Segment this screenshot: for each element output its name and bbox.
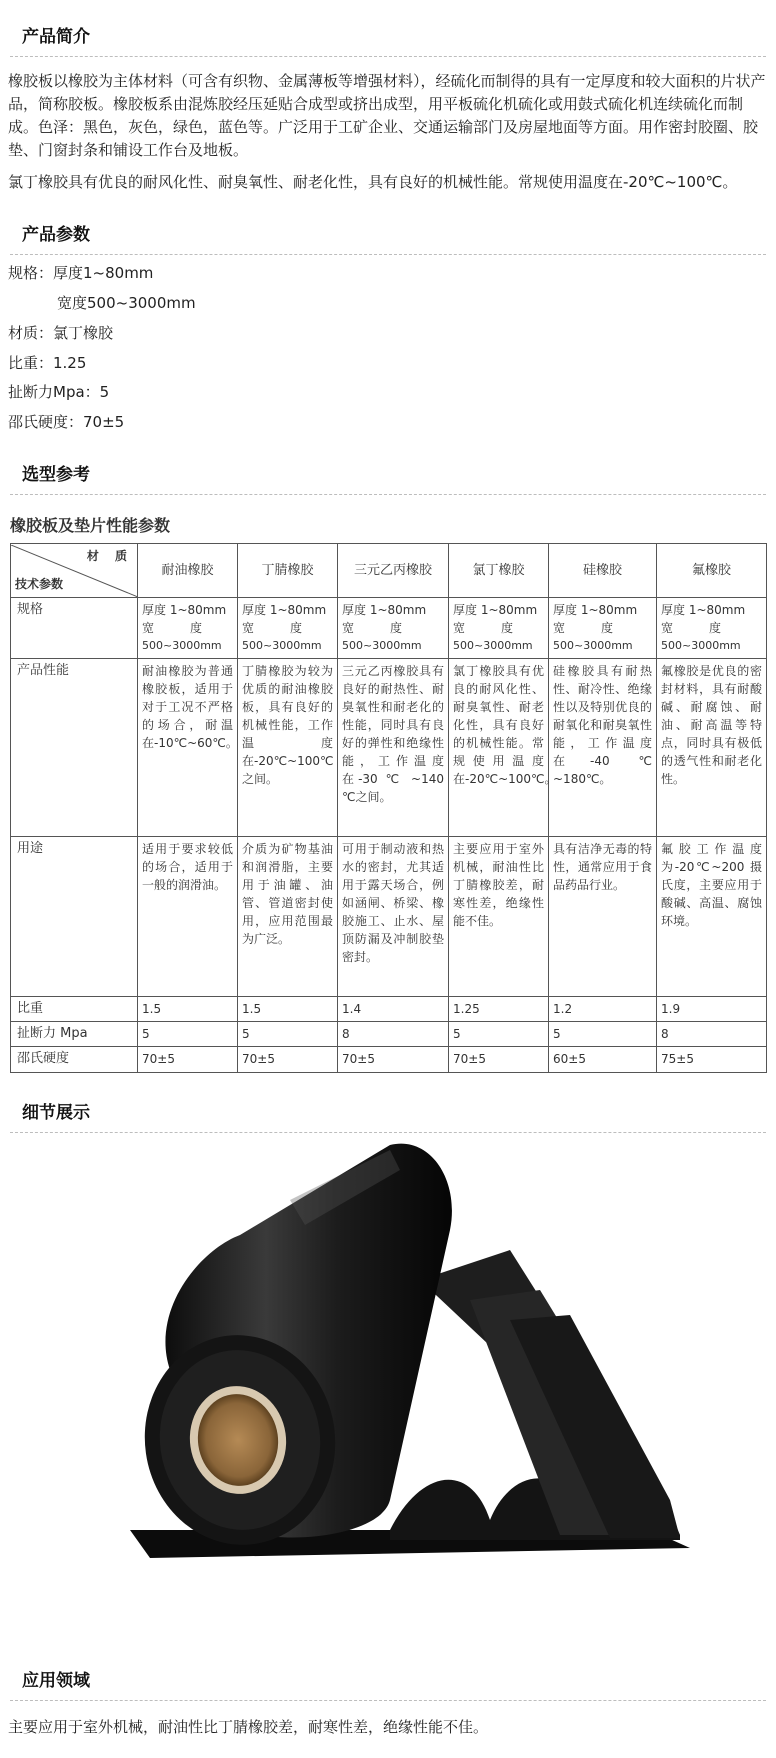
section-params-header bbox=[10, 220, 766, 245]
usage-cell: 介质为矿物基油和润滑脂，主要用于油罐、油管、管道密封使用，应用范围最为广泛。 bbox=[238, 837, 338, 997]
param-tensile: 扯断力Mpa：5 bbox=[8, 383, 110, 401]
row-label: 规格 bbox=[11, 598, 138, 659]
section-title: 选型参考 bbox=[22, 465, 90, 485]
column-header: 三元乙丙橡胶 bbox=[338, 544, 449, 598]
section-title: 产品参数 bbox=[22, 225, 90, 245]
intro-paragraph-2: 氯丁橡胶具有优良的耐风化性、耐臭氧性、耐老化性，具有良好的机械性能。常规使用温度在-20℃~100℃。 bbox=[8, 173, 738, 191]
section-selection-header bbox=[10, 460, 766, 485]
tensile-cell: 8 bbox=[338, 1022, 449, 1047]
gravity-cell: 1.2 bbox=[549, 997, 657, 1022]
section-title: 应用领域 bbox=[22, 1671, 90, 1691]
table-row-gravity bbox=[11, 997, 767, 1022]
tensile-cell: 5 bbox=[138, 1022, 238, 1047]
tensile-cell: 5 bbox=[549, 1022, 657, 1047]
hardness-cell: 70±5 bbox=[238, 1047, 338, 1073]
table-caption: 橡胶板及垫片性能参数 bbox=[10, 516, 171, 535]
gravity-cell: 1.4 bbox=[338, 997, 449, 1022]
application-text: 主要应用于室外机械，耐油性比丁腈橡胶差，耐寒性差，绝缘性能不佳。 bbox=[8, 1718, 489, 1736]
section-divider bbox=[10, 56, 766, 57]
param-spec-thickness: 规格：厚度1~80mm bbox=[8, 264, 154, 282]
spec-table bbox=[10, 543, 767, 1073]
column-header: 丁腈橡胶 bbox=[238, 544, 338, 598]
hardness-cell: 75±5 bbox=[657, 1047, 767, 1073]
section-application-header bbox=[10, 1666, 766, 1691]
hardness-cell: 70±5 bbox=[138, 1047, 238, 1073]
param-hardness: 邵氏硬度：70±5 bbox=[8, 413, 125, 431]
tensile-cell: 8 bbox=[657, 1022, 767, 1047]
usage-cell: 具有洁净无毒的特性，通常应用于食品药品行业。 bbox=[549, 837, 657, 997]
usage-cell: 主要应用于室外机械，耐油性比丁腈橡胶差，耐寒性差，绝缘性能不佳。 bbox=[449, 837, 549, 997]
spec-cell: 厚度 1~80mm 宽 度 500~3000mm bbox=[449, 598, 549, 659]
table-row-performance bbox=[11, 659, 767, 837]
performance-cell: 硅橡胶具有耐热性、耐冷性、绝缘性以及特别优良的耐氧化和耐臭氧性能，工作温度在-40 ℃ ~180℃。 bbox=[549, 659, 657, 837]
section-title: 细节展示 bbox=[22, 1103, 90, 1123]
performance-cell: 氟橡胶是优良的密封材料，具有耐酸碱、耐腐蚀、耐油、耐高温等特点，同时具有极低的透气性和耐老化性。 bbox=[657, 659, 767, 837]
spec-cell: 厚度 1~80mm 宽 度 500~3000mm bbox=[549, 598, 657, 659]
table-row-spec bbox=[11, 598, 767, 659]
column-header: 氟橡胶 bbox=[657, 544, 767, 598]
corner-param-label: 技术参数 bbox=[15, 576, 64, 591]
section-intro-header bbox=[10, 22, 766, 47]
spec-cell: 厚度 1~80mm 宽 度 500~3000mm bbox=[138, 598, 238, 659]
table-row-usage bbox=[11, 837, 767, 997]
hardness-cell: 70±5 bbox=[449, 1047, 549, 1073]
gravity-cell: 1.9 bbox=[657, 997, 767, 1022]
usage-cell: 适用于要求较低的场合，适用于一般的润滑油。 bbox=[138, 837, 238, 997]
table-row-hardness bbox=[11, 1047, 767, 1073]
intro-paragraph-1: 橡胶板以橡胶为主体材料（可含有织物、金属薄板等增强材料），经硫化而制得的具有一定厚度和较大面积的片状产品，简称胶板。橡胶板系由混炼胶经压延贴合成型或挤出成型，用平板硫化机硫化或用鼓式硫化机连续硫化而制成。色泽：黑色，灰色，绿色，蓝色等。广泛用于工矿企业、交通运输部门及房屋地面等方面。用作密封胶圈、胶垫、门窗封条和铺设工作台及地板。 bbox=[8, 72, 766, 159]
rubber-sheet-roll-image bbox=[90, 1140, 700, 1560]
section-detail-header bbox=[10, 1098, 766, 1123]
table-header-row bbox=[11, 544, 767, 598]
gravity-cell: 1.5 bbox=[238, 997, 338, 1022]
column-header: 硅橡胶 bbox=[549, 544, 657, 598]
performance-cell: 丁腈橡胶为较为优质的耐油橡胶板，具有良好的机械性能，工作温度在-20℃~100℃之间。 bbox=[238, 659, 338, 837]
performance-cell: 三元乙丙橡胶具有良好的耐热性、耐臭氧性和耐老化的性能，同时具有良好的弹性和绝缘性能，工作温度在-30 ℃ ~140 ℃之间。 bbox=[338, 659, 449, 837]
hardness-cell: 70±5 bbox=[338, 1047, 449, 1073]
row-label: 比重 bbox=[11, 997, 138, 1022]
spec-cell: 厚度 1~80mm 宽 度 500~3000mm bbox=[657, 598, 767, 659]
tensile-cell: 5 bbox=[449, 1022, 549, 1047]
row-label: 产品性能 bbox=[11, 659, 138, 837]
param-gravity: 比重：1.25 bbox=[8, 354, 87, 372]
row-label: 邵氏硬度 bbox=[11, 1047, 138, 1073]
hardness-cell: 60±5 bbox=[549, 1047, 657, 1073]
performance-cell: 耐油橡胶为普通橡胶板，适用于对于工况不严格的场合，耐温在-10℃~60℃。 bbox=[138, 659, 238, 837]
section-divider bbox=[10, 494, 766, 495]
spec-cell: 厚度 1~80mm 宽 度 500~3000mm bbox=[338, 598, 449, 659]
param-spec-width: 宽度500~3000mm bbox=[57, 294, 196, 312]
usage-cell: 可用于制动液和热水的密封，尤其适用于露天场合，例如涵闸、桥梁、橡胶施工、止水、屋顶防漏及冲制胶垫密封。 bbox=[338, 837, 449, 997]
tensile-cell: 5 bbox=[238, 1022, 338, 1047]
gravity-cell: 1.5 bbox=[138, 997, 238, 1022]
column-header: 耐油橡胶 bbox=[138, 544, 238, 598]
section-divider bbox=[10, 254, 766, 255]
section-title: 产品简介 bbox=[22, 27, 90, 47]
spec-cell: 厚度 1~80mm 宽 度 500~3000mm bbox=[238, 598, 338, 659]
section-divider bbox=[10, 1132, 766, 1133]
row-label: 扯断力 Mpa bbox=[11, 1022, 138, 1047]
table-corner-cell bbox=[11, 544, 138, 598]
section-divider bbox=[10, 1700, 766, 1701]
corner-material-label: 材 质 bbox=[86, 548, 133, 563]
param-material: 材质：氯丁橡胶 bbox=[8, 324, 114, 342]
table-row-tensile bbox=[11, 1022, 767, 1047]
performance-cell: 氯丁橡胶具有优良的耐风化性、耐臭氧性、耐老化性，具有良好的机械性能。常规使用温度在-20℃~100℃。 bbox=[449, 659, 549, 837]
gravity-cell: 1.25 bbox=[449, 997, 549, 1022]
column-header: 氯丁橡胶 bbox=[449, 544, 549, 598]
row-label: 用途 bbox=[11, 837, 138, 997]
usage-cell: 氟胶工作温度为-20℃~200 摄氏度，主要应用于酸碱、高温、腐蚀环境。 bbox=[657, 837, 767, 997]
